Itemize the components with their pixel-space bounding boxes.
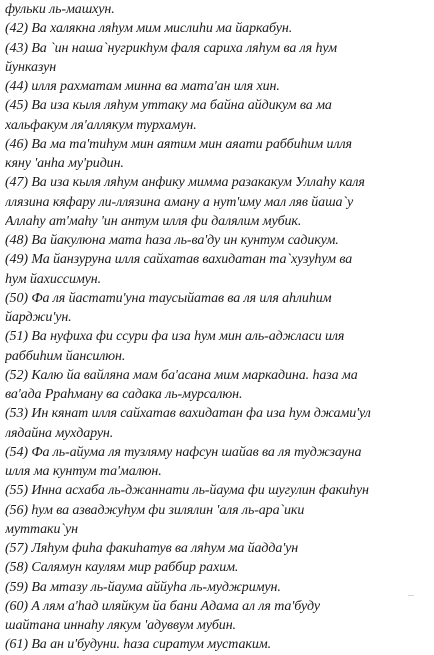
corner-mark: … [408,591,414,598]
text-line: йунказун [5,59,57,75]
text-line: кяну 'анhа му'ридин. [5,156,124,171]
text-line: (57) Ляhум фиhа факиhатув ва ляhум ма йадда'ун [5,541,299,556]
text-line: (48) Ва йакулюна мата hаза ль-ва'ду ин кунтум садикум. [5,233,339,248]
text-line: (45) Ва иза кыля ляhум уттаку ма байна айдикум ва ма [5,98,332,114]
text-line: (43) Ва `ин наша`нугрикhум фаля сариха ляhум ва ля hум [5,40,337,56]
text-line: ва'ада Рраhману ва садака ль-мурсалюн. [5,387,243,402]
text-line: (49) Ма йанзуруна илля сайхатав вахидатан та`хузуhум ва [5,252,353,268]
text-line: шайтана иннаhу лякум 'адуввум мубин. [5,618,236,633]
text-line: (50) Фа ля йастати'уна таусыйатав ва ля иля аhлиhим [5,290,332,306]
text-line: Аллаhу ат'маhу 'ин антум илля фи далялим мубик. [5,213,302,229]
text-line: (42) Ва халякна ляhум мим мислиhи ма йаркабун. [5,21,293,37]
text-line: (51) Ва нуфиха фи ссури фа иза hум мин аль-аджласи иля [5,329,345,345]
text-line: hум йахиссимун. [5,271,102,287]
text-line: (47) Ва иза кыля ляhум анфику мимма разакакум Уллаhу каля [5,175,365,191]
text-line: муттаки`ун [5,521,78,537]
text-line: ллязина кяфару ли-ллязина аману а нут'иму мал ляв йаша`у [5,194,354,210]
text-line: раббиhим йансилюн. [5,348,126,364]
text-line: (59) Ва мтазу ль-йаума аййуhа ль-муджримун. [5,579,281,595]
text-line: (52) Калю йа вайляна мам ба'асана мим маркадина. hаза ма [5,367,358,383]
text-line: (44) илля рахматам минна ва мата'ан иля хин. [5,79,280,94]
text-line: лядайна мухдарун. [5,425,114,441]
text-line: йарджи'ун. [5,310,72,325]
text-line: (56) hум ва азваджуhум фи зилялин 'аля ль-ара`ики [5,502,305,518]
text-line: фульки ль-машхун. [5,2,115,17]
text-line: (54) Фа ль-айума ля тузляму нафсун шайав ва ля туджзауна [5,444,362,460]
text-line: (53) Ин кянат илля сайхатав вахидатан фа иза hум джами'ул [5,406,371,422]
text-line: (58) Салямун каулям мир раббир рахим. [5,560,239,576]
document-text [5,0,431,655]
text-line: (46) Ва ма та'тиhум мин аятим мин аяати раббиhим илля [5,136,352,152]
text-line: (60) А лям а'hад иляйкум йа бани Адама ал ля та'буду [5,598,320,614]
text-line: (61) Ва ан и'будуни. hаза сиратум мустаким. [5,637,271,653]
text-line: (55) Инна асхаба ль-джаннати ль-йаума фи шугулин факиhун [5,483,369,499]
text-line: хальфакум ля'аллякум турхамун. [5,117,197,133]
text-line: илля ма кунтум та'малюн. [5,464,162,479]
